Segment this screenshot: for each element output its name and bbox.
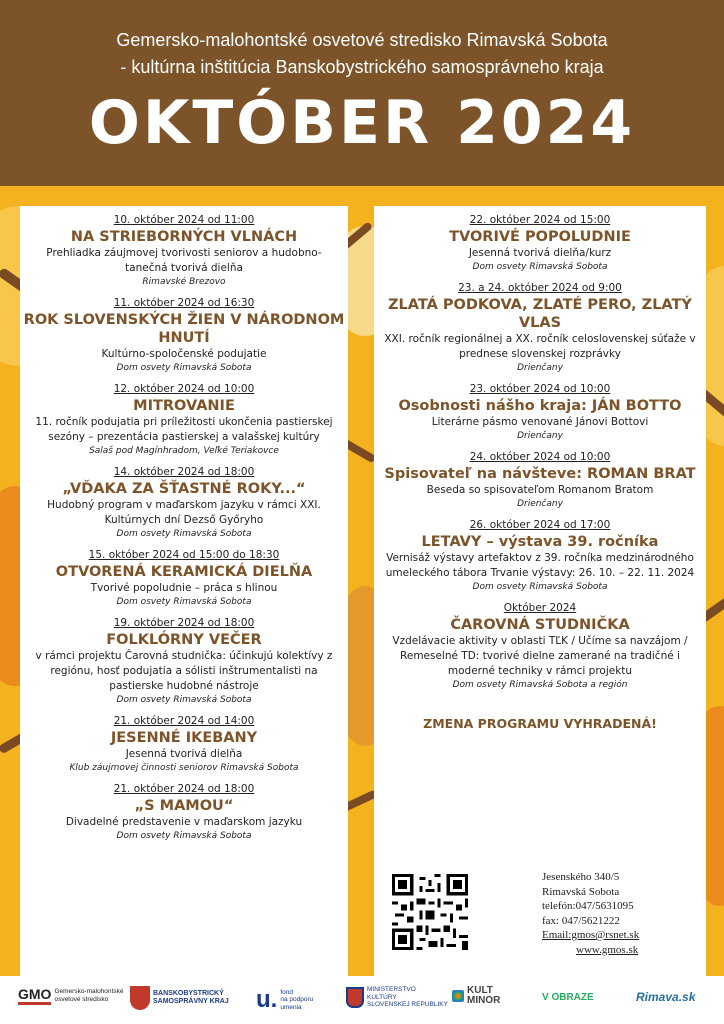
event-title: „S MAMOU“ [134,798,234,814]
event-date: 14. október 2024 od 18:00 [113,466,255,478]
event-item [20,617,348,705]
event-title: ČAROVNÁ STUDNIČKA [450,617,630,633]
gmos-logo[interactable] [18,986,123,1005]
event-place: Dom osvety Rimavská Sobota [472,582,608,592]
fpu-logo[interactable] [256,986,313,1014]
bbsk-shield-icon [130,986,150,1010]
event-title: Osobnosti nášho kraja: JÁN BOTTO [398,398,682,414]
event-item [20,214,348,287]
event-item [374,282,706,373]
event-date: 15. október 2024 od 15:00 do 18:30 [88,549,280,561]
event-description: Divadelné predstavenie v maďarskom jazyku [65,816,303,828]
event-item [20,549,348,607]
event-place: Dom osvety Rimavská Sobota [116,831,252,841]
contact-city: Rimavská Sobota [542,885,620,898]
bbsk-logo-text: SAMOSPRÁVNY KRAJ [153,998,229,1005]
event-date: 22. október 2024 od 15:00 [469,214,611,226]
contact-street: Jesenského 340/5 [542,871,620,883]
gmos-logo-text: Gemersko-malohontské [54,988,124,995]
gmos-mark: GMO [18,986,51,1005]
event-description: 11. ročník podujatia pri príležitosti ukončenia pastierskej sezóny – prezentácia pastierskej a valašskej kultúry [35,416,333,443]
contact-fax: fax: 047/5621222 [542,914,620,927]
event-item [20,466,348,539]
event-item [20,297,348,373]
event-place: Dom osvety Rimavská Sobota a región [452,680,628,690]
event-description: Literárne pásmo venované Jánovi Bottovi [431,416,649,428]
event-item [20,715,348,773]
ministry-shield-icon [346,987,364,1008]
event-place: Dom osvety Rimavská Sobota [116,597,252,607]
event-place: Drienčany [517,363,563,373]
event-description: Prehliadka záujmovej tvorivosti seniorov a hudobno-tanečná tvorivá dielňa [46,247,322,274]
event-description: XXI. ročník regionálnej a XX. ročník celoslovenskej súťaže v prednese slovenskej rozprávky [384,333,696,360]
event-date: 21. október 2024 od 18:00 [113,783,255,795]
event-date: 21. október 2024 od 14:00 [113,715,255,727]
qr-code[interactable] [392,874,468,950]
fpu-logo-text: umenia [280,1003,302,1011]
event-title: ZLATÁ PODKOVA, ZLATÉ PERO, ZLATÝ VLAS [388,297,692,331]
bbsk-logo[interactable] [130,986,229,1010]
fpu-logo-text: na podporu [280,996,314,1004]
program-change-notice: ZMENA PROGRAMU VYHRADENÁ! [423,716,657,731]
event-item [20,383,348,456]
organization-name: Gemersko-malohontské osvetové stredisko Rimavská Sobota [116,30,608,50]
rimava-logo[interactable] [636,990,695,1004]
event-description: Vernisáž výstavy artefaktov z 39. ročníka medzinárodného umeleckého tábora Trvanie výstavy: 26. 10. – 22. 11. 2024 [385,552,695,579]
event-title: NA STRIEBORNÝCH VLNÁCH [70,229,298,245]
event-description: Tvorivé popoludnie – práca s hlinou [90,582,278,594]
kultminor-logo-text: MINOR [467,995,501,1006]
organization-subtitle: - kultúrna inštitúcia Banskobystrického samosprávneho kraja [120,57,604,77]
event-title: Spisovateľ na návšteve: ROMAN BRAT [384,466,696,482]
event-title: FOLKLÓRNY VEČER [106,632,262,648]
rimava-logo-text: Rimava.sk [636,990,696,1004]
event-place: Dom osvety Rimavská Sobota [472,262,608,272]
event-description: Kultúrno-spoločenské podujatie [101,348,267,360]
event-description: Hudobný program v maďarskom jazyku v rámci XXI. Kultúrnych dní Dezső Győryho [47,499,321,526]
sponsor-logos [0,976,724,1024]
event-title: TVORIVÉ POPOLUDNIE [449,229,631,245]
fpu-logo-text: fond [280,988,293,996]
event-description: Jesenná tvorivá dielňa [125,748,243,760]
event-item [374,602,706,690]
event-date: 26. október 2024 od 17:00 [469,519,611,531]
event-title: JESENNÉ IKEBANY [110,730,258,746]
event-description: v rámci projektu Čarovná studnička: účinkujú kolektívy z regiónu, hosť podujatia a sólisti inštrumentalisti na pastierske hudobné nástroje [35,650,333,692]
contact-phone: telefón:047/5631095 [542,900,634,912]
contact-email-link[interactable]: Email:gmos@rsnet.sk [542,929,640,941]
event-item [20,783,348,841]
event-date: 23. a 24. október 2024 od 9:00 [458,282,622,294]
fpu-u-icon: u. [256,986,278,1013]
event-title: OTVORENÁ KERAMICKÁ DIELŇA [55,564,313,580]
event-date: 19. október 2024 od 18:00 [113,617,255,629]
event-place: Rimavské Brezovo [142,277,226,287]
gmos-logo-text: osvetové stredisko [54,995,109,1003]
event-date: 12. október 2024 od 10:00 [113,383,255,395]
event-date: 23. október 2024 od 10:00 [469,383,611,395]
ministry-logo-text: KULTÚRY [367,993,397,1001]
event-description: Beseda so spisovateľom Romanom Bratom [426,484,654,496]
event-description: Jesenná tvorivá dielňa/kurz [468,247,612,259]
header-banner [0,0,724,186]
event-place: Dom osvety Rimavská Sobota [116,363,252,373]
event-description: Vzdelávacie aktivity v oblasti TĽK / Učíme sa navzájom / Remeselné TD: tvorivé dielne zamerané na tradičné i moderné techniky v rámci projektu [392,635,688,677]
kultminor-dots-icon [452,990,464,1002]
kultminor-logo[interactable] [452,986,500,1006]
contact-block [542,870,639,957]
kultminor-logo-text: KULT [467,985,493,996]
website-link[interactable]: www.gmos.sk [576,943,639,956]
vobraze-logo[interactable] [542,992,594,1003]
event-place: Salaš pod Magínhradom, Veľké Teriakovce [89,446,279,456]
event-title: MITROVANIE [133,398,235,414]
ministry-logo-text: SLOVENSKEJ REPUBLIKY [367,1001,448,1008]
ministry-logo[interactable] [346,986,448,1009]
event-place: Drienčany [517,431,563,441]
event-place: Drienčany [517,499,563,509]
event-title: ROK SLOVENSKÝCH ŽIEN V NÁRODNOM HNUTÍ [23,312,345,346]
left-event-column [20,206,348,976]
event-item [374,214,706,272]
event-title: „VĎAKA ZA ŠŤASTNÉ ROKY...“ [62,481,306,497]
event-date: Október 2024 [503,602,577,614]
event-date: 24. október 2024 od 10:00 [469,451,611,463]
event-title: LETAVY – výstava 39. ročníka [421,534,659,550]
event-place: Dom osvety Rimavská Sobota [116,695,252,705]
right-event-column [374,206,706,976]
bbsk-logo-text: BANSKOBYSTRICKÝ [153,990,224,997]
ministry-logo-text: MINISTERSTVO [367,986,416,993]
event-place: Dom osvety Rimavská Sobota [116,529,252,539]
page-title: OKTÓBER 2024 [88,88,636,158]
event-item [374,451,706,509]
vobraze-logo-text: V OBRAZE [542,992,594,1003]
event-date: 10. október 2024 od 11:00 [113,214,255,226]
event-date: 11. október 2024 od 16:30 [113,297,255,309]
event-item [374,383,706,441]
event-item [374,519,706,592]
event-place: Klub záujmovej činnosti seniorov Rimavská Sobota [69,763,299,773]
